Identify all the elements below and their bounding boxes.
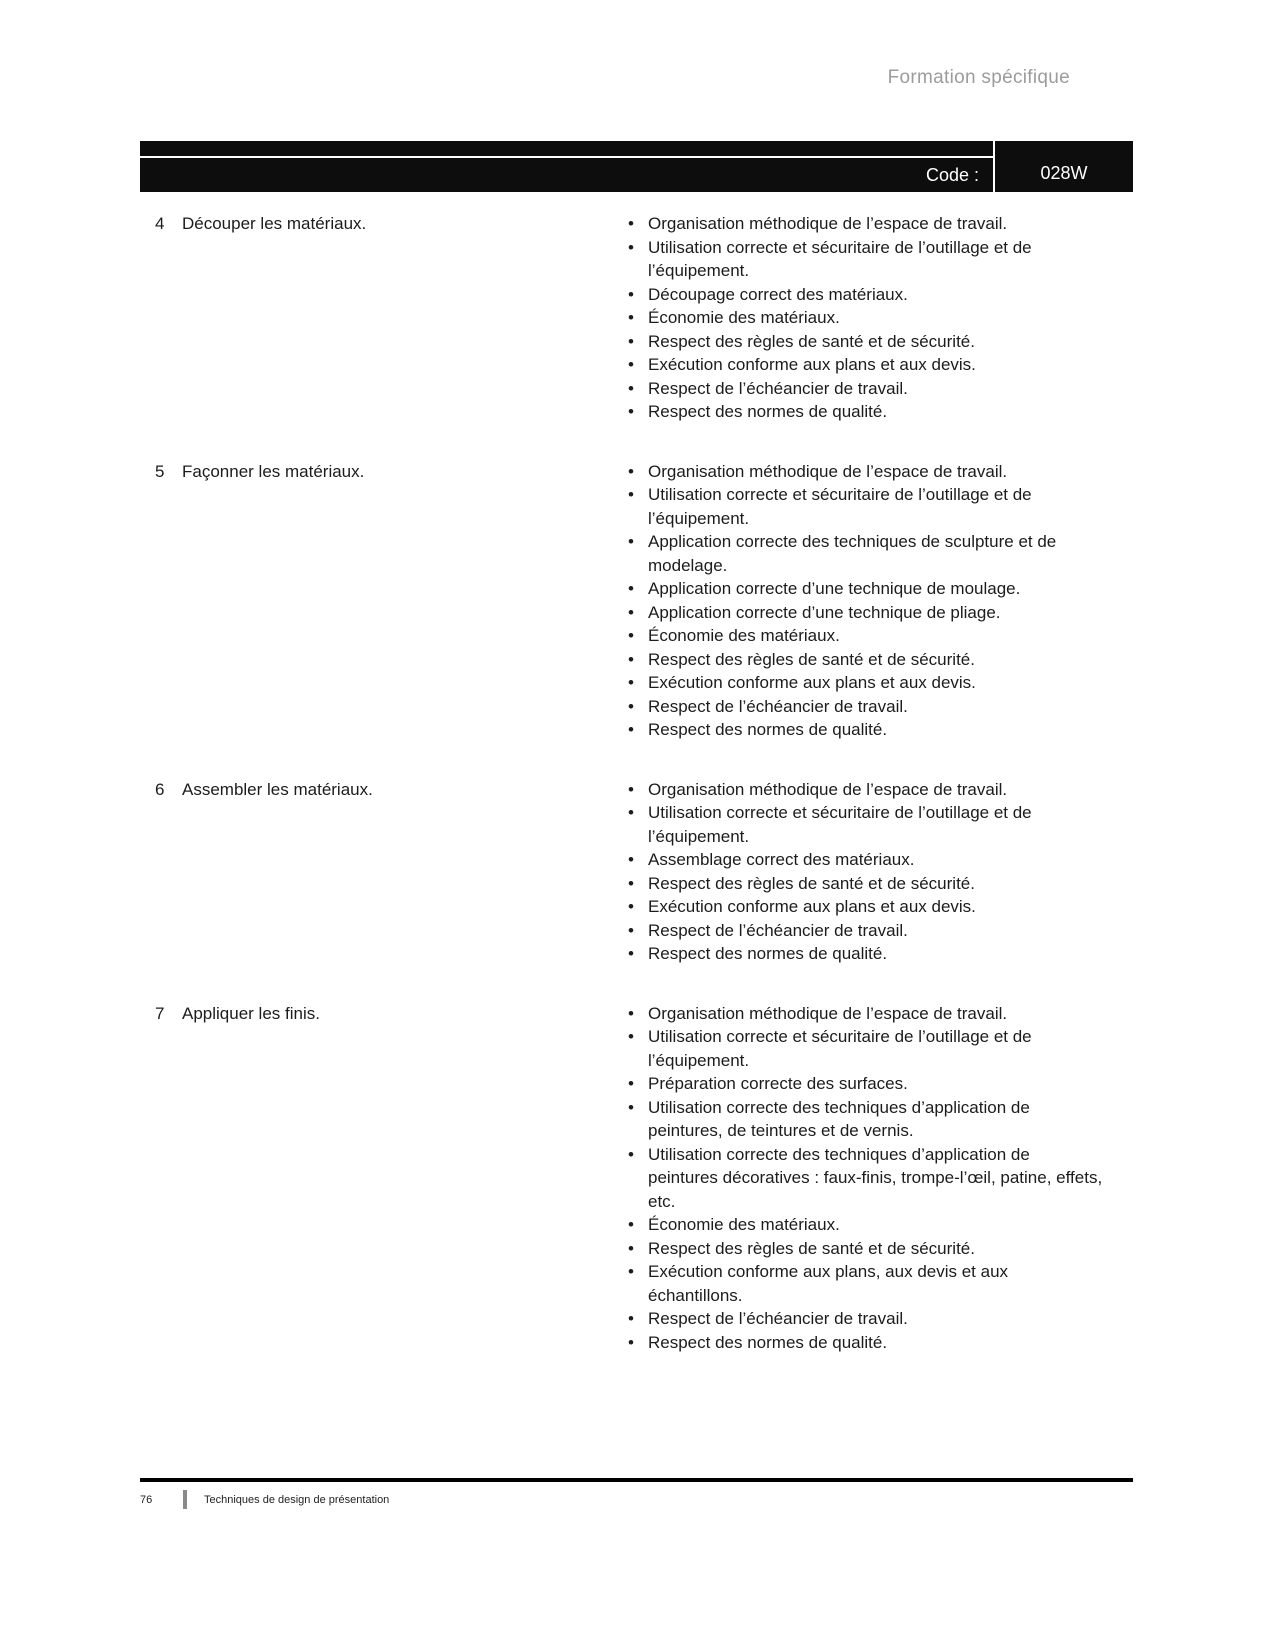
section-left	[140, 460, 625, 742]
section-title: Façonner les matériaux.	[182, 461, 365, 481]
bullet-item: • Application correcte des techniques de sculpture et de modelage.	[625, 530, 1103, 577]
bullet-item: • Exécution conforme aux plans et aux devis.	[625, 353, 1103, 377]
bullet-item: • Exécution conforme aux plans et aux devis.	[625, 895, 1103, 919]
bullet-item: • Utilisation correcte et sécuritaire de l’outillage et de l’équipement.	[625, 236, 1103, 283]
bullet-item: • Utilisation correcte des techniques d’application de peintures décoratives : faux-finis, trompe-l’œil, patine, effets, etc.	[625, 1143, 1103, 1214]
section-title: Appliquer les finis.	[182, 1003, 320, 1023]
bullet-item: • Économie des matériaux.	[625, 306, 1103, 330]
bullet-item: • Utilisation correcte des techniques d’application de peintures, de teintures et de vernis.	[625, 1096, 1103, 1143]
bullet-item: • Organisation méthodique de l’espace de travail.	[625, 778, 1103, 802]
bullet-item: • Respect de l’échéancier de travail.	[625, 919, 1103, 943]
section-row	[140, 1002, 1140, 1355]
footer-rule	[140, 1478, 1133, 1482]
section-number: 4	[155, 214, 165, 233]
bullet-item: • Respect des règles de santé et de sécurité.	[625, 872, 1103, 896]
bullet-item: • Découpage correct des matériaux.	[625, 283, 1103, 307]
code-label: Code :	[925, 164, 979, 185]
bullet-item: • Respect de l’échéancier de travail.	[625, 695, 1103, 719]
bullet-item: • Assemblage correct des matériaux.	[625, 848, 1103, 872]
bullet-item: • Application correcte d’une technique de moulage.	[625, 577, 1103, 601]
bullet-item: • Organisation méthodique de l’espace de travail.	[625, 1002, 1103, 1026]
code-value: 028W	[993, 141, 1133, 192]
code-bar	[140, 141, 1133, 192]
bullet-item: • Respect des règles de santé et de sécurité.	[625, 1237, 1103, 1261]
bullet-list	[625, 460, 1103, 742]
bullet-item: • Respect de l’échéancier de travail.	[625, 1307, 1103, 1331]
section-title: Découper les matériaux.	[182, 214, 367, 233]
section-left	[140, 778, 625, 966]
section-left	[140, 1002, 625, 1355]
bullet-item: • Respect de l’échéancier de travail.	[625, 377, 1103, 401]
bullet-item: • Utilisation correcte et sécuritaire de l’outillage et de l’équipement.	[625, 483, 1103, 530]
section-number: 6	[155, 779, 165, 799]
bullet-item: • Respect des règles de santé et de sécurité.	[625, 648, 1103, 672]
footer	[140, 1490, 389, 1509]
bullet-item: • Exécution conforme aux plans, aux devis et aux échantillons.	[625, 1260, 1103, 1307]
footer-divider	[183, 1490, 187, 1509]
bullet-item: • Application correcte d’une technique de pliage.	[625, 601, 1103, 625]
sections	[140, 212, 1140, 1390]
code-bar-top-strip	[140, 141, 993, 158]
section-row	[140, 460, 1140, 742]
header-label: Formation spécifique	[887, 67, 1070, 88]
bullet-list	[625, 1002, 1103, 1355]
bullet-item: • Respect des normes de qualité.	[625, 400, 1103, 424]
bullet-item: • Économie des matériaux.	[625, 1213, 1103, 1237]
bullet-list	[625, 778, 1103, 966]
bullet-item: • Exécution conforme aux plans et aux devis.	[625, 671, 1103, 695]
bullet-item: • Préparation correcte des surfaces.	[625, 1072, 1103, 1096]
section-number: 7	[155, 1003, 165, 1023]
bullet-item: • Utilisation correcte et sécuritaire de l’outillage et de l’équipement.	[625, 801, 1103, 848]
section-title: Assembler les matériaux.	[182, 779, 373, 799]
bullet-item: • Utilisation correcte et sécuritaire de l’outillage et de l’équipement.	[625, 1025, 1103, 1072]
bullet-item: • Respect des règles de santé et de sécurité.	[625, 330, 1103, 354]
code-bar-left	[140, 141, 993, 192]
section-row	[140, 778, 1140, 966]
section-row	[140, 212, 1140, 424]
page-number: 76	[140, 1493, 153, 1506]
bullet-item: • Organisation méthodique de l’espace de travail.	[625, 212, 1103, 236]
bullet-item: • Économie des matériaux.	[625, 624, 1103, 648]
section-number: 5	[155, 461, 165, 481]
bullet-item: • Organisation méthodique de l’espace de travail.	[625, 460, 1103, 484]
footer-title: Techniques de design de présentation	[204, 1493, 390, 1506]
section-left	[140, 212, 625, 424]
bullet-list	[625, 212, 1103, 424]
bullet-item: • Respect des normes de qualité.	[625, 718, 1103, 742]
bullet-item: • Respect des normes de qualité.	[625, 1331, 1103, 1355]
bullet-item: • Respect des normes de qualité.	[625, 942, 1103, 966]
